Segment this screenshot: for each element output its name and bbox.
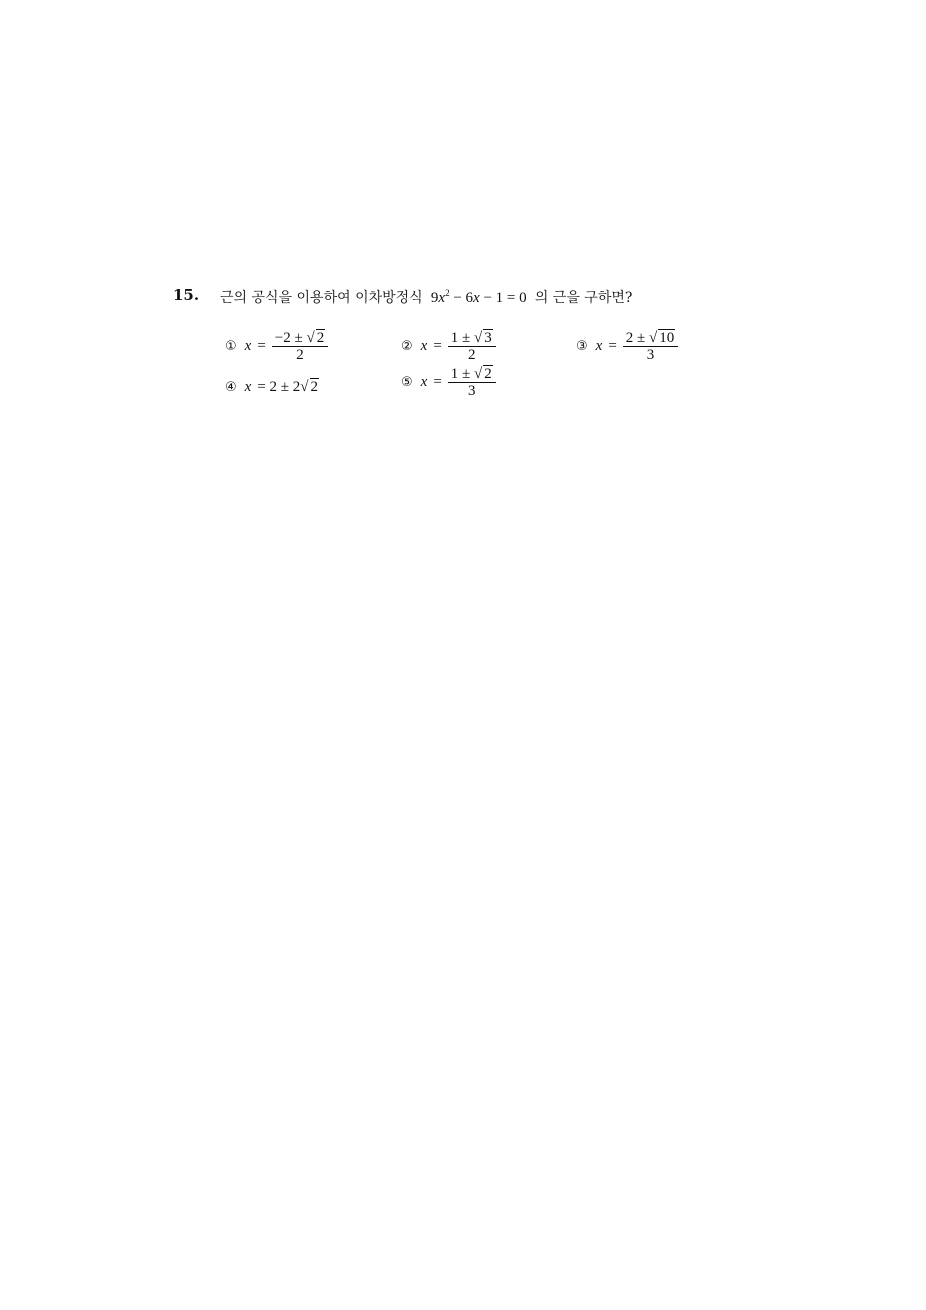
choice-fraction: $\frac{1 \pm √ 3}{2}$	[448, 330, 496, 363]
stem-equation: $9x^2 - 6x - 1 = 0$	[430, 288, 527, 306]
choice-marker: ②	[401, 339, 413, 354]
choice-marker: ⑤	[401, 375, 413, 390]
choice-fraction: $\frac{-2 \pm √ 2}{2}$	[272, 330, 328, 363]
question-number: 15.	[173, 286, 200, 304]
stem-end: 의 근을 구하면?	[534, 290, 633, 306]
choice-4[interactable]: ④ x = 2 ± 2√ 2	[225, 379, 319, 395]
choice-marker: ①	[225, 339, 237, 354]
choice-marker: ④	[225, 380, 237, 395]
choice-1[interactable]: ① x = $\frac{-2 \pm √ 2}{2}$	[225, 330, 328, 363]
choice-2[interactable]: ② x = $\frac{1 \pm √ 3}{2}$	[401, 330, 496, 363]
choice-fraction: $\frac{1 \pm √ 2}{3}$	[448, 366, 496, 399]
choice-5[interactable]: ⑤ x = $\frac{1 \pm √ 2}{3}$	[401, 366, 496, 399]
choice-fraction: $\frac{2 \pm √ 10}{3}$	[623, 330, 678, 363]
choice-marker: ③	[576, 339, 588, 354]
question-stem	[220, 287, 632, 307]
choice-3[interactable]: ③ x = $\frac{2 \pm √ 10}{3}$	[576, 330, 678, 363]
stem-text: 근의 공식을 이용하여 이차방정식	[220, 290, 423, 306]
